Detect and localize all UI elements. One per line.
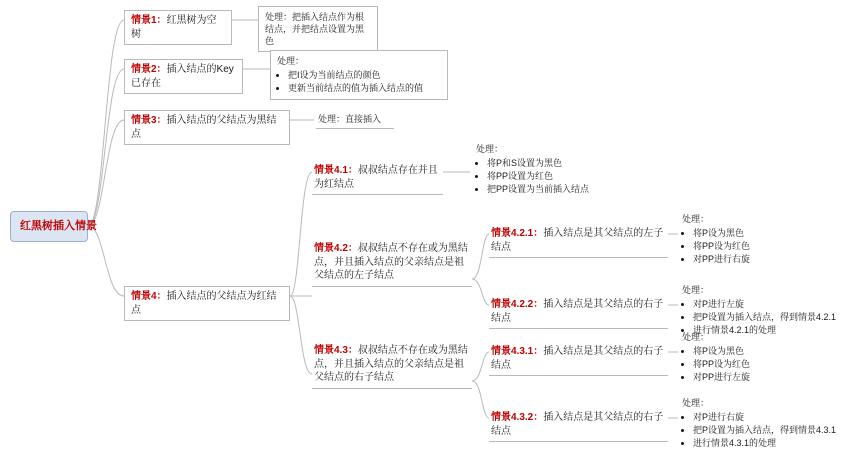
node-scenario-4-1-handling-list xyxy=(476,157,622,196)
node-scenario-4-2-2-text: 插入结点是其父结点的右子结点 xyxy=(491,299,664,324)
list-item: • 对P进行右旋 xyxy=(693,411,843,424)
node-scenario-2-tag: 情景2： xyxy=(131,64,167,75)
node-scenario-4-3-2-handling-title: 处理： xyxy=(682,398,710,408)
node-scenario-4-1-handling[interactable] xyxy=(474,141,624,199)
node-scenario-1[interactable] xyxy=(124,10,232,45)
node-scenario-4-1-text: 叔叔结点存在并且为红结点 xyxy=(314,165,438,190)
node-scenario-4-2-1-text: 插入结点是其父结点的左子结点 xyxy=(491,228,664,253)
list-item: • 进行情景4.3.1的处理 xyxy=(693,437,843,450)
node-scenario-2-handling-title: 处理： xyxy=(277,56,305,66)
list-item: • 把P设置为插入结点，得到情景4.2.1 xyxy=(693,311,843,324)
node-scenario-1-handling-text: 处理：把插入结点作为根结点，并把结点设置为黑色 xyxy=(265,12,365,47)
list-item: • 把I设为当前结点的颜色 xyxy=(288,69,441,82)
node-scenario-1-handling[interactable] xyxy=(258,6,378,52)
node-scenario-4-3-2-handling-list xyxy=(682,411,843,450)
node-scenario-2-handling-list xyxy=(277,69,441,95)
node-scenario-4-3-tag: 情景4.3： xyxy=(314,345,358,356)
node-scenario-1-text: 红黑树为空树 xyxy=(131,15,217,40)
list-item: • 将P设为黑色 xyxy=(693,227,818,240)
node-scenario-4-3-1-tag: 情景4.3.1： xyxy=(491,346,544,357)
node-scenario-4-3-1-handling-title: 处理： xyxy=(682,332,710,342)
node-scenario-4-2-tag: 情景4.2： xyxy=(314,243,358,254)
node-scenario-4-3-2-tag: 情景4.3.2： xyxy=(491,412,544,423)
node-scenario-4-3-1[interactable] xyxy=(489,343,668,376)
list-item: • 将PP设置为红色 xyxy=(487,170,622,183)
node-scenario-4[interactable] xyxy=(124,286,290,321)
node-scenario-4-2-1[interactable] xyxy=(489,225,668,258)
list-item: • 将P设为黑色 xyxy=(693,345,818,358)
list-item: • 对P进行左旋 xyxy=(693,298,843,311)
list-item: • 对PP进行左旋 xyxy=(693,371,818,384)
node-scenario-4-2-text: 叔叔结点不存在或为黑结点，并且插入结点的父亲结点是祖父结点的左子结点 xyxy=(314,243,468,281)
list-item: • 把P设置为插入结点，得到情景4.3.1 xyxy=(693,424,843,437)
node-scenario-4-3-1-text: 插入结点是其父结点的右子结点 xyxy=(491,346,664,371)
node-scenario-3-handling-text: 处理：直接插入 xyxy=(318,114,382,124)
node-scenario-4-2-1-handling[interactable] xyxy=(680,211,820,269)
list-item: • 进行情景4.2.1的处理 xyxy=(693,324,843,337)
root-node[interactable] xyxy=(10,211,97,242)
node-scenario-4-2[interactable] xyxy=(312,240,472,287)
node-scenario-3-handling[interactable] xyxy=(316,111,394,129)
list-item: • 把PP设置为当前插入结点 xyxy=(487,183,622,196)
node-scenario-4-2-1-tag: 情景4.2.1： xyxy=(491,228,544,239)
list-item: • 将PP设为红色 xyxy=(693,358,818,371)
node-scenario-4-tag: 情景4： xyxy=(131,291,167,302)
list-item: • 将PP设为红色 xyxy=(693,240,818,253)
node-scenario-4-2-1-handling-list xyxy=(682,227,818,266)
node-scenario-4-1[interactable] xyxy=(312,162,443,195)
node-scenario-4-3[interactable] xyxy=(312,342,472,389)
node-scenario-4-3-2-text: 插入结点是其父结点的右子结点 xyxy=(491,412,664,437)
node-scenario-4-3-2-handling[interactable] xyxy=(680,395,845,453)
node-scenario-4-3-1-handling[interactable] xyxy=(680,329,820,387)
node-scenario-1-tag: 情景1： xyxy=(131,15,167,26)
node-scenario-4-text: 插入结点的父结点为红结点 xyxy=(131,291,277,316)
node-scenario-3[interactable] xyxy=(124,110,290,145)
node-scenario-2-handling[interactable] xyxy=(270,50,448,100)
node-scenario-4-2-2-tag: 情景4.2.2： xyxy=(491,299,544,310)
node-scenario-2[interactable] xyxy=(124,59,243,94)
node-scenario-2-text: 插入结点的Key已存在 xyxy=(131,64,234,89)
list-item: • 更新当前结点的值为插入结点的值 xyxy=(288,82,441,95)
node-scenario-3-text: 插入结点的父结点为黑结点 xyxy=(131,115,277,140)
node-scenario-4-2-1-handling-title: 处理： xyxy=(682,214,710,224)
node-scenario-4-3-2[interactable] xyxy=(489,409,668,442)
node-scenario-3-tag: 情景3： xyxy=(131,115,167,126)
node-scenario-4-3-text: 叔叔结点不存在或为黑结点，并且插入结点的父亲结点是祖父结点的右子结点 xyxy=(314,345,468,383)
node-scenario-4-1-handling-title: 处理： xyxy=(476,144,504,154)
list-item: • 对PP进行右旋 xyxy=(693,253,818,266)
node-scenario-4-3-1-handling-list xyxy=(682,345,818,384)
node-scenario-4-1-tag: 情景4.1： xyxy=(314,165,358,176)
list-item: • 将P和S设置为黑色 xyxy=(487,157,622,170)
node-scenario-4-2-2[interactable] xyxy=(489,296,668,329)
node-scenario-4-2-2-handling-title: 处理： xyxy=(682,285,710,295)
root-node-label: 红黑树插入情景 xyxy=(20,220,97,232)
